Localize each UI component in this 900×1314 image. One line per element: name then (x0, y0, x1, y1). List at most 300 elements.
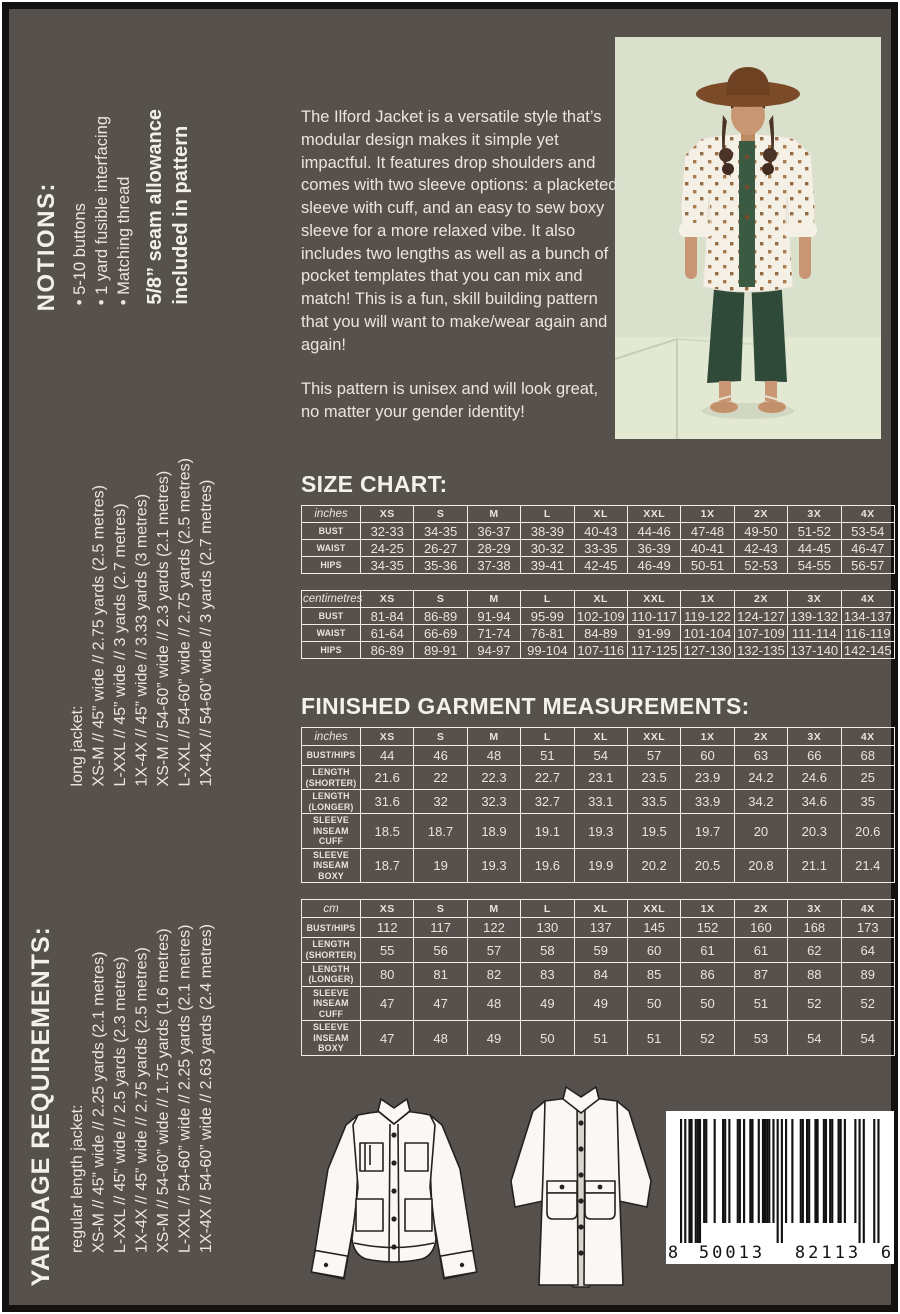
measurement-cell: 24.2 (734, 766, 787, 790)
barcode-bar (751, 1119, 753, 1223)
measurement-cell: 112 (361, 918, 414, 938)
size-column-header: M (467, 900, 520, 918)
table-row (302, 608, 895, 625)
row-label-cell: BUST/HIPS (302, 746, 361, 766)
measurement-cell: 19.7 (681, 814, 734, 849)
table-row (302, 918, 895, 938)
measurement-cell: 34.2 (734, 790, 787, 814)
measurement-cell: 19 (414, 848, 467, 883)
measurement-cell: 66 (788, 746, 841, 766)
size-column-header: S (414, 728, 467, 746)
table-row (302, 790, 895, 814)
table-row (302, 746, 895, 766)
measurement-cell: 42-45 (574, 557, 627, 574)
measurement-cell: 33.1 (574, 790, 627, 814)
measurement-cell: 58 (521, 938, 574, 962)
yardage-regular-jacket-label: regular length jacket: (69, 1104, 86, 1253)
barcode-bar (714, 1119, 716, 1223)
description-paragraph-1: The Ilford Jacket is a versatile style that’s modular design makes it simple yet impactful. It features drop shoulders and comes with two sleeve options: a placketed sleeve with cuff, and an easy to sew boxy sleeve for a more relaxed vibe. It also includes two lengths as well as a bunch of pocket templates that you can mix and match! This is a fun, skill building pattern that you will want to make/wear again and again! (301, 108, 618, 354)
size-column-header: XXL (627, 506, 680, 523)
barcode-bar (772, 1119, 774, 1223)
yardage-line: 1X-4X // 54-60” wide // 2.63 yards (2.4 metres) (198, 923, 215, 1253)
barcode-bar (831, 1119, 833, 1223)
measurement-cell: 51 (627, 1021, 680, 1056)
size-column-header: 1X (681, 900, 734, 918)
size-column-header: XXL (627, 728, 680, 746)
measurement-cell: 168 (788, 918, 841, 938)
size-column-header: S (414, 900, 467, 918)
size-column-header: 4X (841, 728, 894, 746)
seam-allowance-line2: included in pattern (170, 126, 192, 305)
table-row (302, 1021, 895, 1056)
size-column-header: XS (361, 591, 414, 608)
measurement-cell: 117-125 (627, 642, 680, 659)
measurement-cell: 33.5 (627, 790, 680, 814)
measurement-cell: 127-130 (681, 642, 734, 659)
barcode-bar (737, 1119, 739, 1223)
row-label-cell: LENGTH (LONGER) (302, 962, 361, 986)
size-column-header: XS (361, 900, 414, 918)
barcode-bar (838, 1119, 840, 1223)
barcode-bar (823, 1119, 825, 1223)
description-paragraph-2: This pattern is unisex and will look great, no matter your gender identity! (301, 380, 599, 422)
measurement-cell: 48 (467, 746, 520, 766)
barcode-bar (785, 1119, 787, 1223)
table-row (302, 540, 895, 557)
measurement-cell: 30-32 (521, 540, 574, 557)
measurement-cell: 42-43 (734, 540, 787, 557)
size-column-header: L (521, 591, 574, 608)
yardage-long-jacket-block (67, 458, 218, 786)
measurement-cell: 22.3 (467, 766, 520, 790)
measurement-cell: 81-84 (361, 608, 414, 625)
measurement-cell: 31.6 (361, 790, 414, 814)
seam-allowance-note (142, 109, 194, 305)
measurement-cell: 32-33 (361, 523, 414, 540)
measurement-cell: 86-89 (414, 608, 467, 625)
barcode-bar (844, 1119, 846, 1223)
yardage-line: L-XXL // 54-60” wide // 2.25 yards (2.1 metres) (176, 924, 194, 1253)
measurement-cell: 62 (788, 938, 841, 962)
size-column-header: XS (361, 728, 414, 746)
measurement-cell: 57 (467, 938, 520, 962)
barcode-left-digit: 8 (667, 1243, 679, 1263)
measurement-cell: 173 (841, 918, 894, 938)
yardage-line: XS-M // 45” wide // 2.75 yards (2.5 metres) (90, 484, 108, 786)
measurement-cell: 101-104 (681, 625, 734, 642)
measurement-cell: 50-51 (681, 557, 734, 574)
measurement-cell: 52-53 (734, 557, 787, 574)
barcode-bar (863, 1119, 865, 1243)
measurement-cell: 94-97 (467, 642, 520, 659)
measurement-cell: 32.7 (521, 790, 574, 814)
barcode-bar (806, 1119, 808, 1223)
measurement-cell: 36-39 (627, 540, 680, 557)
measurement-cell: 37-38 (467, 557, 520, 574)
table-row (302, 625, 895, 642)
measurement-cell: 47-48 (681, 523, 734, 540)
barcode-bar (764, 1119, 766, 1223)
barcode-bar (762, 1119, 764, 1223)
table-header-row (302, 591, 895, 608)
barcode-bar (699, 1119, 701, 1243)
size-column-header: XL (574, 900, 627, 918)
measurement-cell: 91-94 (467, 608, 520, 625)
measurement-cell: 71-74 (467, 625, 520, 642)
measurement-cell: 84-89 (574, 625, 627, 642)
measurement-cell: 87 (734, 962, 787, 986)
barcode-bar (859, 1119, 861, 1243)
row-label-cell: SLEEVE INSEAM CUFF (302, 986, 361, 1021)
row-label-cell: LENGTH (SHORTER) (302, 938, 361, 962)
measurement-cell: 76-81 (521, 625, 574, 642)
measurement-cell: 38-39 (521, 523, 574, 540)
measurement-cell: 142-145 (841, 642, 894, 659)
measurement-cell: 20 (734, 814, 787, 849)
measurement-cell: 21.1 (788, 848, 841, 883)
row-label-cell: SLEEVE INSEAM BOXY (302, 1021, 361, 1056)
size-column-header: L (521, 728, 574, 746)
row-label-cell: BUST (302, 523, 361, 540)
size-column-header: 3X (788, 900, 841, 918)
finished-cm-table (301, 899, 895, 1055)
measurement-cell: 116-119 (841, 625, 894, 642)
size-column-header: XL (574, 591, 627, 608)
measurement-cell: 61 (734, 938, 787, 962)
measurement-cell: 61 (681, 938, 734, 962)
measurement-cell: 24-25 (361, 540, 414, 557)
table-row (302, 986, 895, 1021)
barcode-bar (739, 1119, 741, 1223)
barcode-bar (697, 1119, 699, 1243)
measurement-cell: 124-127 (734, 608, 787, 625)
measurement-cell: 50 (681, 986, 734, 1021)
size-column-header: 3X (788, 506, 841, 523)
measurement-cell: 139-132 (788, 608, 841, 625)
barcode-bar (781, 1119, 783, 1243)
barcode-bar (840, 1119, 842, 1223)
measurement-cell: 122 (467, 918, 520, 938)
size-chart-heading: SIZE CHART: (301, 471, 448, 497)
measurement-cell: 22 (414, 766, 467, 790)
measurement-cell: 53 (734, 1021, 787, 1056)
measurement-cell: 26-27 (414, 540, 467, 557)
measurement-cell: 20.6 (841, 814, 894, 849)
measurement-cell: 54 (574, 746, 627, 766)
barcode-bar (705, 1119, 707, 1223)
yardage-line: XS-M // 54-60” wide // 2.3 yards (2.1 metres) (155, 470, 172, 786)
barcode-bar (688, 1119, 690, 1243)
measurement-cell: 46-49 (627, 557, 680, 574)
measurement-cell: 19.9 (574, 848, 627, 883)
finished-inches-table (301, 727, 895, 883)
measurement-cell: 95-99 (521, 608, 574, 625)
table-row (302, 642, 895, 659)
yardage-line: 1X-4X // 45” wide // 3.33 yards (3 metres) (133, 493, 151, 786)
measurement-cell: 80 (361, 962, 414, 986)
measurement-cell: 89 (841, 962, 894, 986)
measurement-cell: 107-116 (574, 642, 627, 659)
size-column-header: XL (574, 506, 627, 523)
measurement-cell: 119-122 (681, 608, 734, 625)
measurement-cell: 60 (627, 938, 680, 962)
measurement-cell: 19.5 (627, 814, 680, 849)
size-chart-cm-table (301, 590, 895, 659)
measurement-cell: 19.6 (521, 848, 574, 883)
measurement-cell: 57 (627, 746, 680, 766)
row-label-cell: SLEEVE INSEAM BOXY (302, 848, 361, 883)
measurement-cell: 61-64 (361, 625, 414, 642)
measurement-cell: 54-55 (788, 557, 841, 574)
measurement-cell: 33.9 (681, 790, 734, 814)
measurement-cell: 60 (681, 746, 734, 766)
measurement-cell: 56-57 (841, 557, 894, 574)
measurement-cell: 49-50 (734, 523, 787, 540)
barcode-bar (684, 1119, 686, 1243)
size-column-header: 1X (681, 591, 734, 608)
size-column-header: 3X (788, 728, 841, 746)
measurement-cell: 59 (574, 938, 627, 962)
measurement-cell: 19.3 (467, 848, 520, 883)
notion-item: • 5-10 buttons (69, 116, 91, 305)
size-column-header: S (414, 591, 467, 608)
size-column-header: 3X (788, 591, 841, 608)
measurement-cell: 56 (414, 938, 467, 962)
table-row (302, 848, 895, 883)
measurement-cell: 39-41 (521, 557, 574, 574)
yardage-regular-jacket-block (67, 924, 218, 1253)
measurement-cell: 82 (467, 962, 520, 986)
measurement-cell: 85 (627, 962, 680, 986)
table-header-row (302, 506, 895, 523)
measurement-cell: 110-117 (627, 608, 680, 625)
measurement-cell: 23.5 (627, 766, 680, 790)
barcode-bar (728, 1119, 730, 1223)
measurement-cell: 49 (574, 986, 627, 1021)
barcode-right-digit: 6 (880, 1243, 892, 1263)
measurement-cell: 55 (361, 938, 414, 962)
measurement-cell: 53-54 (841, 523, 894, 540)
measurement-cell: 34-35 (361, 557, 414, 574)
yardage-requirements-heading: YARDAGE REQUIREMENTS: (27, 925, 55, 1286)
notion-item: • 1 yard fusible interfacing (91, 116, 113, 305)
unit-label-cell: inches (302, 728, 361, 746)
size-column-header: 1X (681, 728, 734, 746)
measurement-cell: 152 (681, 918, 734, 938)
size-column-header: S (414, 506, 467, 523)
measurement-cell: 34-35 (414, 523, 467, 540)
barcode-bar (749, 1119, 751, 1223)
barcode-bar (695, 1119, 697, 1243)
row-label-cell: BUST (302, 608, 361, 625)
barcode-bar (829, 1119, 831, 1223)
measurement-cell: 137 (574, 918, 627, 938)
measurement-cell: 132-135 (734, 642, 787, 659)
notions-list (69, 116, 135, 305)
table-row (302, 766, 895, 790)
jacket-line-drawing-long (493, 1085, 669, 1299)
barcode-group1: 50013 (698, 1243, 766, 1263)
measurement-cell: 22.7 (521, 766, 574, 790)
measurement-cell: 54 (841, 1021, 894, 1056)
measurement-cell: 64 (841, 938, 894, 962)
measurement-cell: 66-69 (414, 625, 467, 642)
barcode-bar (680, 1119, 682, 1243)
measurement-cell: 48 (414, 1021, 467, 1056)
size-column-header: XXL (627, 591, 680, 608)
size-chart-section (301, 471, 895, 675)
size-column-header: XXL (627, 900, 680, 918)
measurement-cell: 63 (734, 746, 787, 766)
measurement-cell: 99-104 (521, 642, 574, 659)
row-label-cell: WAIST (302, 540, 361, 557)
measurement-cell: 51 (521, 746, 574, 766)
row-label-cell: HIPS (302, 642, 361, 659)
row-label-cell: SLEEVE INSEAM CUFF (302, 814, 361, 849)
measurement-cell: 32.3 (467, 790, 520, 814)
measurement-cell: 117 (414, 918, 467, 938)
measurement-cell: 40-43 (574, 523, 627, 540)
measurement-cell: 52 (788, 986, 841, 1021)
row-label-cell: WAIST (302, 625, 361, 642)
measurement-cell: 91-99 (627, 625, 680, 642)
measurement-cell: 49 (521, 986, 574, 1021)
finished-measurements-heading: FINISHED GARMENT MEASUREMENTS: (301, 693, 750, 719)
measurement-cell: 52 (841, 986, 894, 1021)
table-header-row (302, 900, 895, 918)
size-column-header: 4X (841, 506, 894, 523)
measurement-cell: 21.6 (361, 766, 414, 790)
yardage-line: L-XXL // 45” wide // 3 yards (2.7 metres) (112, 502, 129, 786)
barcode-bar (802, 1119, 804, 1223)
measurement-cell: 23.1 (574, 766, 627, 790)
measurement-cell: 32 (414, 790, 467, 814)
unit-label-cell: inches (302, 506, 361, 523)
barcode-bar (743, 1119, 745, 1223)
measurement-cell: 111-114 (788, 625, 841, 642)
measurement-cell: 68 (841, 746, 894, 766)
measurement-cell: 20.3 (788, 814, 841, 849)
barcode-bar (691, 1119, 693, 1243)
barcode-bar (877, 1119, 879, 1243)
measurement-cell: 44-46 (627, 523, 680, 540)
measurement-cell: 50 (627, 986, 680, 1021)
measurement-cell: 83 (521, 962, 574, 986)
yardage-line: 1X-4X // 54-60” wide // 3 yards (2.7 metres) (198, 479, 215, 786)
measurement-cell: 35 (841, 790, 894, 814)
measurement-cell: 44 (361, 746, 414, 766)
measurement-cell: 25 (841, 766, 894, 790)
row-label-cell: LENGTH (LONGER) (302, 790, 361, 814)
measurement-cell: 145 (627, 918, 680, 938)
table-row (302, 938, 895, 962)
yardage-line: XS-M // 45” wide // 2.25 yards (2.1 metres) (90, 951, 108, 1253)
measurement-cell: 86-89 (361, 642, 414, 659)
yardage-line: 1X-4X // 45” wide // 2.75 yards (2.5 metres) (133, 947, 151, 1253)
measurement-cell: 137-140 (788, 642, 841, 659)
notion-item: • Matching thread (113, 116, 135, 305)
size-column-header: 2X (734, 728, 787, 746)
size-column-header: 2X (734, 900, 787, 918)
row-label-cell: BUST/HIPS (302, 918, 361, 938)
barcode-bar (703, 1119, 705, 1223)
measurement-cell: 33-35 (574, 540, 627, 557)
size-column-header: 2X (734, 591, 787, 608)
measurement-cell: 28-29 (467, 540, 520, 557)
barcode-group2: 82113 (794, 1243, 862, 1263)
pattern-description (301, 106, 619, 446)
size-column-header: M (467, 591, 520, 608)
measurement-cell: 51 (734, 986, 787, 1021)
page-background (9, 9, 891, 1305)
measurement-cell: 18.7 (414, 814, 467, 849)
measurement-cell: 130 (521, 918, 574, 938)
size-column-header: L (521, 506, 574, 523)
barcode-bar (814, 1119, 816, 1223)
size-column-header: 1X (681, 506, 734, 523)
measurement-cell: 20.8 (734, 848, 787, 883)
measurement-cell: 18.9 (467, 814, 520, 849)
measurement-cell: 102-109 (574, 608, 627, 625)
size-column-header: 4X (841, 900, 894, 918)
measurement-cell: 18.7 (361, 848, 414, 883)
measurement-cell: 134-137 (841, 608, 894, 625)
barcode-bar (768, 1119, 770, 1223)
measurement-cell: 160 (734, 918, 787, 938)
measurement-cell: 20.2 (627, 848, 680, 883)
measurement-cell: 23.9 (681, 766, 734, 790)
measurement-cell: 54 (788, 1021, 841, 1056)
measurement-cell: 40-41 (681, 540, 734, 557)
measurement-cell: 51-52 (788, 523, 841, 540)
size-column-header: L (521, 900, 574, 918)
measurement-cell: 47 (361, 1021, 414, 1056)
yardage-line: L-XXL // 45” wide // 2.5 yards (2.3 metres) (112, 956, 129, 1253)
table-row (302, 814, 895, 849)
measurement-cell: 50 (521, 1021, 574, 1056)
size-column-header: 2X (734, 506, 787, 523)
size-column-header: XS (361, 506, 414, 523)
measurement-cell: 35-36 (414, 557, 467, 574)
barcode-bar (817, 1119, 819, 1223)
row-label-cell: HIPS (302, 557, 361, 574)
measurement-cell: 19.1 (521, 814, 574, 849)
size-column-header: M (467, 506, 520, 523)
row-label-cell: LENGTH (SHORTER) (302, 766, 361, 790)
table-row (302, 962, 895, 986)
measurement-cell: 81 (414, 962, 467, 986)
barcode-bar (854, 1119, 856, 1223)
size-column-header: XL (574, 728, 627, 746)
measurement-cell: 24.6 (788, 766, 841, 790)
measurement-cell: 34.6 (788, 790, 841, 814)
barcode-bar (808, 1119, 810, 1223)
measurement-cell: 47 (414, 986, 467, 1021)
model-photo (615, 37, 881, 439)
yardage-line: L-XXL // 54-60” wide // 2.75 yards (2.5 metres) (176, 457, 194, 786)
measurement-cell: 49 (467, 1021, 520, 1056)
measurement-cell: 51 (574, 1021, 627, 1056)
unit-label-cell: centimetres (302, 591, 361, 608)
measurement-cell: 84 (574, 962, 627, 986)
size-column-header: 4X (841, 591, 894, 608)
barcode-bar (777, 1119, 779, 1243)
measurement-cell: 19.3 (574, 814, 627, 849)
table-row (302, 557, 895, 574)
measurement-cell: 107-109 (734, 625, 787, 642)
seam-allowance-line1: 5/8” seam allowance (144, 109, 166, 305)
barcode-bar (724, 1119, 726, 1223)
